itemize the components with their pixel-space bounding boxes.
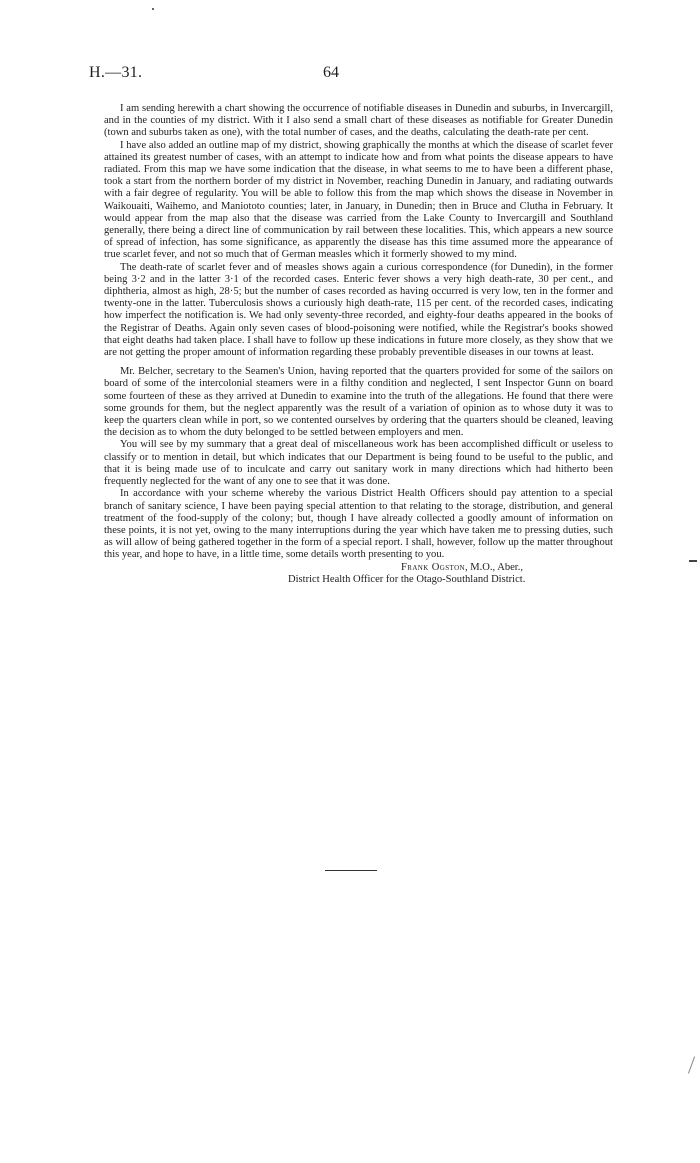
report-body (104, 103, 613, 586)
signature-block (104, 562, 613, 586)
page-header (89, 64, 609, 86)
paragraph-food-supply: In accordance with your scheme whereby the various District Health Officers should pay attention to a special branch of sanitary science, I have been paying special attention to that relating to the storage, distribution, and general treatment of the food-supply of the colony; but, though I have already collected a goodly amount of information on these points, it is not yet, owing to the many interruptions during the year which have taken me to pressing duties, such as will allow of being gathered together in the form of a special report. I shall, however, follow up the matter throughout this year, and hope to have, in a little time, some details worth presenting to you. (104, 488, 613, 561)
signature-title: District Health Officer for the Otago-Southland District. (288, 573, 526, 585)
paragraph-miscellaneous-work: You will see by my summary that a great deal of miscellaneous work has been accomplished difficult or useless to classify or to mention in detail, but which indicates that our Department is being found to be useful to the public, and that it is being made use of to inculcate and carry out sanitary work in many directions which had hitherto been frequently neglected for the want of any one to see that it was done. (104, 439, 613, 488)
margin-mark (689, 560, 697, 562)
closing-rule (325, 870, 377, 871)
paragraph-death-rates: The death-rate of scarlet fever and of measles shows again a curious correspondence (for Dunedin), in the former being 3·2 and in the latter 3·1 of the recorded cases. Enteric fever shows a very high death-rate, 30 per cent., and diphtheria, almost as high, 28·5; but the number of cases recorded as having occurred is very low, ten in the former and twenty-one in the latter. Tuberculosis shows a curiously high death-rate, 115 per cent. of the recorded cases, indicating how imperfect the notification is. We had only seventy-three recorded, and eighty-four deaths appeared in the books of the Registrar of Deaths. Again only seven cases of blood-poisoning were notified, while the Registrar's books showed that eight deaths had taken place. I shall have to follow up these indications in future more closely, as they show that we are not getting the proper amount of information regarding these probably preventible diseases in our towns at least. (104, 261, 613, 359)
signature-credentials: , M.O., Aber., (464, 561, 523, 573)
paragraph-outline-map: I have also added an outline map of my district, showing graphically the months at which the disease of scarlet fever attained its greatest number of cases, with an attempt to indicate how and from what points the disease appears to have radiated. From this map we have some indication that the disease, in what seems to me to have been a different phase, took a start from the northern border of my district in November, reaching Dunedin in January, and radiating outwards with a fair degree of regularity. You will be able to follow this from the map which shows the disease in November in Waikouaiti, Waihemo, and Maniototo counties; later, in January, in Dunedin; then in Bruce and Clutha in February. It would appear from the map also that the disease was carried from the Lake County to Invercargill and Southland generally, there being a direct line of communication by rail between these localities. This, which appears a new source of spread of infection, has some significance, as apparently the disease has this time assumed more the appearance of true scarlet fever, and not so much that of German measles which it formerly showed to my mind. (104, 139, 613, 261)
paragraph-charts: I am sending herewith a chart showing the occurrence of notifiable diseases in Dunedin and suburbs, in Invercargill, and in the counties of my district. With it I also send a small chart of these diseases as notifiable for Greater Dunedin (town and suburbs taken as one), with the total number of cases, and the deaths, calculating the death-rate per cent. (104, 103, 613, 139)
document-reference: H.—31. (89, 64, 143, 81)
paragraph-seamens-union: Mr. Belcher, secretary to the Seamen's Union, having reported that the quarters provided for some of the sailors on board of some of the intercolonial steamers were in a filthy condition and neglected, I sent Inspector Gunn on board some fourteen of these as they arrived at Dunedin to examine into the truth of the allegations. He found that there were some grounds for them, but the neglect apparently was the result of a variation of opinion as to whose duty it was to keep the quarters clean while in port, so we contented ourselves by ordering that the quarters should be cleaned, leaving the decision as to whom the duty belonged to be settled between employers and men. (104, 366, 613, 439)
margin-mark-lower (688, 1056, 695, 1073)
signature-name-line (401, 562, 523, 574)
signature-name: Frank Ogston (401, 561, 465, 573)
page-number: 64 (323, 64, 339, 81)
print-speck (152, 8, 154, 10)
